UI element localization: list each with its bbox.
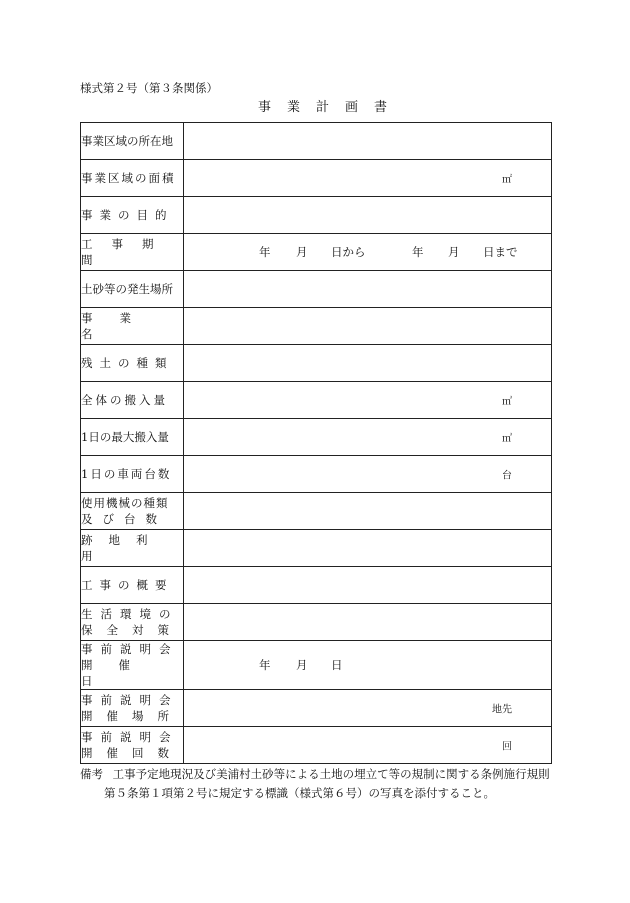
table-row (81, 271, 552, 308)
row-label-land-use: 跡地利用 (81, 530, 184, 567)
remarks-label: 備考 (80, 767, 103, 781)
plan-table (80, 122, 552, 764)
row-label-purpose: 事業の目的 (81, 197, 184, 234)
period-start-month: 月 (296, 245, 308, 259)
meeting-day: 日 (331, 658, 343, 672)
row-label-area: 事業区域の面積 (81, 160, 184, 197)
row-label-meeting-place: 事前説明会 開催場所 (81, 690, 184, 727)
unit-vehicles: 台 (502, 470, 512, 482)
row-label-meeting-date: 事前説明会 開催日 (81, 641, 184, 690)
total-volume-field[interactable] (184, 382, 552, 419)
table-row (81, 345, 552, 382)
daily-max-field[interactable] (184, 419, 552, 456)
table-row (81, 530, 552, 567)
period-start-day: 日から (331, 245, 366, 259)
table-row (81, 308, 552, 345)
meeting-year: 年 (259, 658, 271, 672)
remarks-text-line2: 第５条第１項第２号に規定する標識（様式第６号）の写真を添付すること。 (104, 786, 495, 800)
area-field[interactable] (184, 160, 552, 197)
table-row (81, 727, 552, 764)
environment-field[interactable] (184, 604, 552, 641)
table-row (81, 493, 552, 530)
source-field[interactable] (184, 271, 552, 308)
table-row (81, 641, 552, 690)
meeting-place-field[interactable] (184, 690, 552, 727)
purpose-field[interactable] (184, 197, 552, 234)
table-row (81, 604, 552, 641)
period-field[interactable] (184, 234, 552, 271)
meeting-count-field[interactable] (184, 727, 552, 764)
remarks (80, 765, 560, 803)
row-label-overview: 工事の概要 (81, 567, 184, 604)
table-row (81, 197, 552, 234)
row-label-machinery: 使用機械の種類 及び台数 (81, 493, 184, 530)
soil-type-field[interactable] (184, 345, 552, 382)
unit-sqm: ㎡ (502, 174, 512, 186)
project-name-field[interactable] (184, 308, 552, 345)
row-label-project-name: 事業名 (81, 308, 184, 345)
unit-cbm: ㎥ (502, 396, 512, 408)
row-label-meeting-count: 事前説明会 開催回数 (81, 727, 184, 764)
form-number: 様式第２号（第３条関係） (80, 81, 218, 95)
page-title: 事業計画書 (258, 100, 404, 115)
row-label-location: 事業区域の所在地 (81, 123, 184, 160)
table-row (81, 567, 552, 604)
table-row (81, 160, 552, 197)
row-label-soil-type: 残土の種類 (81, 345, 184, 382)
meeting-month: 月 (296, 658, 308, 672)
row-label-total-volume: 全体の搬入量 (81, 382, 184, 419)
unit-cbm: ㎥ (502, 433, 512, 445)
location-field[interactable] (184, 123, 552, 160)
period-end-year: 年 (412, 245, 424, 259)
table-row (81, 690, 552, 727)
table-row (81, 382, 552, 419)
period-end-day: 日まで (483, 245, 518, 259)
meeting-date-field[interactable] (184, 641, 552, 690)
overview-field[interactable] (184, 567, 552, 604)
unit-times: 回 (502, 741, 512, 753)
land-use-field[interactable] (184, 530, 552, 567)
row-label-environment: 生活環境の 保全対策 (81, 604, 184, 641)
table-row (81, 456, 552, 493)
table-row (81, 419, 552, 456)
vehicles-field[interactable] (184, 456, 552, 493)
row-label-daily-max: 1日の最大搬入量 (81, 419, 184, 456)
unit-location: 地先 (492, 704, 512, 716)
table-row (81, 123, 552, 160)
row-label-period: 工事期間 (81, 234, 184, 271)
machinery-field[interactable] (184, 493, 552, 530)
period-end-month: 月 (448, 245, 460, 259)
table-row (81, 234, 552, 271)
remarks-text-line1: 工事予定地現況及び美浦村土砂等による土地の埋立て等の規制に関する条例施行規則 (112, 767, 550, 781)
row-label-vehicles: 1日の車両台数 (81, 456, 184, 493)
period-start-year: 年 (259, 245, 271, 259)
row-label-source: 土砂等の発生場所 (81, 271, 184, 308)
